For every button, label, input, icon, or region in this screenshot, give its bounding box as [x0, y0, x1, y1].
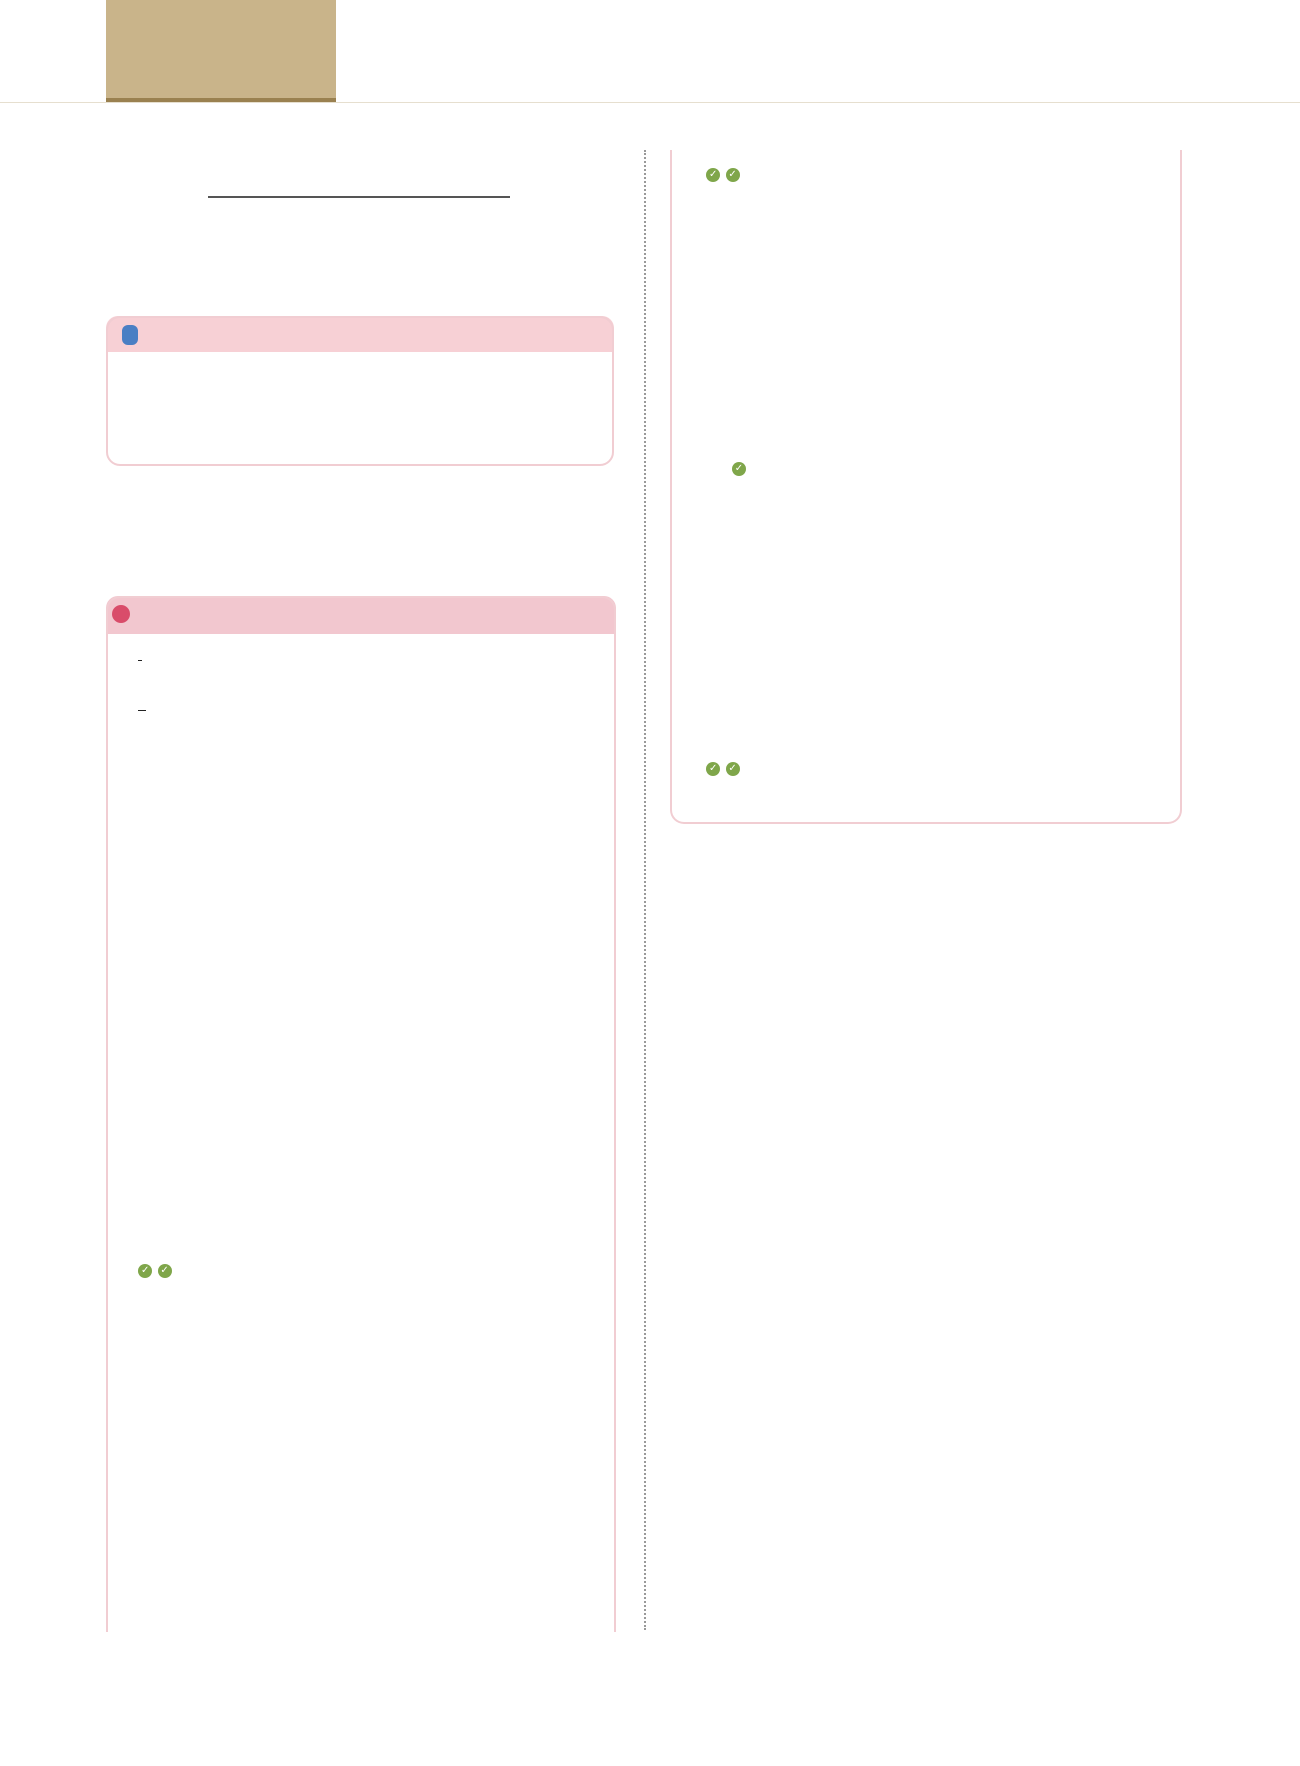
check-icon: ✓: [706, 762, 720, 776]
graph-3-1: [164, 858, 354, 1052]
answer-4-2: [122, 1290, 133, 1310]
check-icon: ✓: [726, 762, 740, 776]
answer-1-1: [122, 650, 142, 670]
chart-7-2: [752, 488, 1032, 718]
feedback-badge: [122, 325, 138, 345]
check-icon: ✓: [706, 168, 720, 182]
basic-box: [106, 316, 614, 466]
check-icon: ✓: [138, 1264, 152, 1278]
frac-num: [142, 710, 146, 711]
answer-2-2: [122, 798, 133, 818]
graph-5-2: [164, 1352, 354, 1546]
header-tab: [106, 0, 336, 103]
column-divider: [644, 150, 646, 1630]
answer-6-2: [690, 222, 701, 242]
basic-item-2: [122, 400, 133, 420]
chart-7-1: [756, 280, 926, 452]
basic-item-3: [122, 430, 133, 450]
lesson-kang-badge: [112, 605, 130, 623]
answers-continued-box: [670, 150, 1182, 824]
basic-item-1: [122, 370, 133, 390]
answer-5-1: [122, 1320, 133, 1340]
fraction: [142, 710, 146, 711]
answer-7-1: [690, 252, 701, 272]
lesson-number-group: [112, 596, 130, 631]
answer-7-1-part3: [732, 458, 746, 478]
fraction: [138, 660, 142, 661]
answer-8-1: [690, 758, 740, 778]
answer-4-1: [122, 1260, 172, 1280]
graph-3-2: [164, 1060, 354, 1254]
check-icon: ✓: [732, 462, 746, 476]
basic-box-title: [122, 322, 138, 344]
answer-1-2: [122, 700, 146, 720]
answer-8-2: [690, 788, 701, 808]
frac-num: [138, 660, 142, 661]
answer-2-1: [122, 738, 133, 758]
answer-7-2: [690, 488, 701, 508]
chapter-rule: [208, 196, 510, 198]
check-icon: ✓: [158, 1264, 172, 1278]
answer-6-1: [690, 164, 740, 184]
check-icon: ✓: [726, 168, 740, 182]
header-divider: [0, 102, 1300, 103]
